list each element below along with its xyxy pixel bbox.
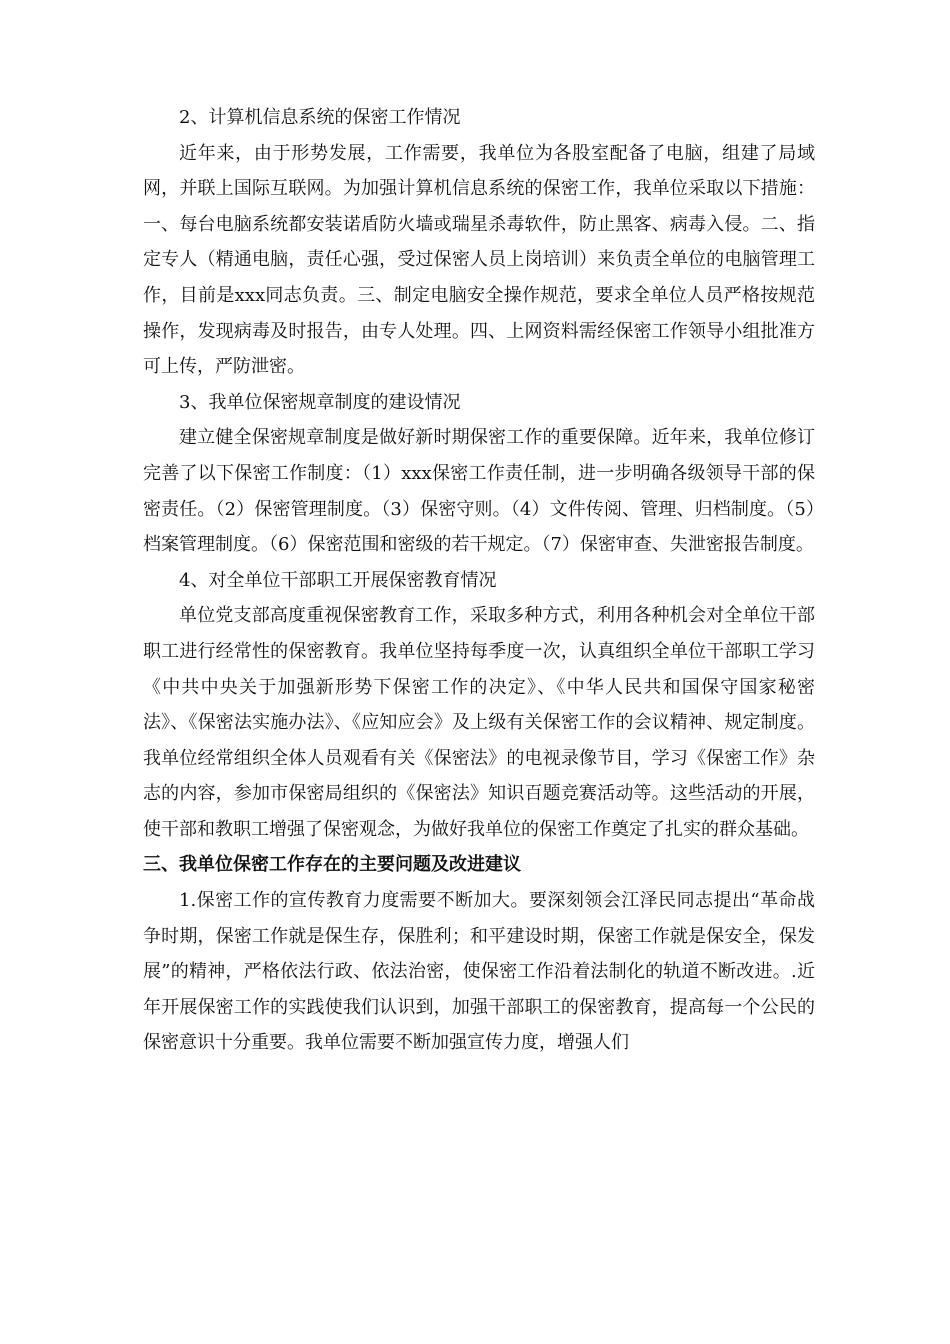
part-3-item-1-paragraph: 1.保密工作的宣传教育力度需要不断加大。要深刻领会江泽民同志提出“革命战争时期，保密工作就是保生存，保胜利；和平建设时期，保密工作就是保安全，保发展”的精神，严格依法行政、依法治密，使保密工作沿着法制化的轨道不断改进。.近年开展保密工作的实践使我们认识到，加强干部职工的保密教育，提高每一个公民的保密意识十分重要。我单位需要不断加强宣传力度，增强人们 [143, 890, 815, 1054]
section-3-heading: 3、我单位保密规章制度的建设情况 [179, 391, 461, 413]
section-3-paragraph: 建立健全保密规章制度是做好新时期保密工作的重要保障。近年来，我单位修订完善了以下保密工作制度：（1）xxx保密工作责任制，进一步明确各级领导干部的保密责任。（2）保密管理制度。（3）保密守则。（4）文件传阅、管理、归档制度。（5）档案管理制度。（6）保密范围和密级的若干规定。（7）保密审查、失泄密报告制度。 [143, 427, 815, 556]
part-3-heading: 三、我单位保密工作存在的主要问题及改进建议 [143, 854, 521, 876]
section-4-paragraph: 单位党支部高度重视保密教育工作，采取多种方式，利用各种机会对全单位干部职工进行经常性的保密教育。我单位坚持每季度一次，认真组织全单位干部职工学习《中共中央关于加强新形势下保密工作的决定》、《中华人民共和国保守国家秘密法》、《保密法实施办法》、《应知应会》及上级有关保密工作的会议精神、规定制度。我单位经常组织全体人员观看有关《保密法》的电视录像节目，学习《保密工作》杂志的内容，参加市保密局组织的《保密法》知识百题竞赛活动等。这些活动的开展，使干部和教职工增强了保密观念，为做好我单位的保密工作奠定了扎实的群众基础。 [143, 605, 815, 840]
section-2-heading: 2、计算机信息系统的保密工作情况 [179, 107, 461, 128]
section-2-paragraph: 近年来，由于形势发展，工作需要，我单位为各股室配备了电脑，组建了局域网，并联上国际互联网。为加强计算机信息系统的保密工作，我单位采取以下措施：一、每台电脑系统都安装诺盾防火墙或瑞星杀毒软件，防止黑客、病毒入侵。二、指定专人（精通电脑，责任心强，受过保密人员上岗培训）来负责全单位的电脑管理工作，目前是xxx同志负责。三、制定电脑安全操作规范，要求全单位人员严格按规范操作，发现病毒及时报告，由专人处理。四、上网资料需经保密工作领导小组批准方可上传，严防泄密。 [143, 142, 815, 378]
section-4-heading: 4、对全单位干部职工开展保密教育情况 [179, 569, 497, 591]
